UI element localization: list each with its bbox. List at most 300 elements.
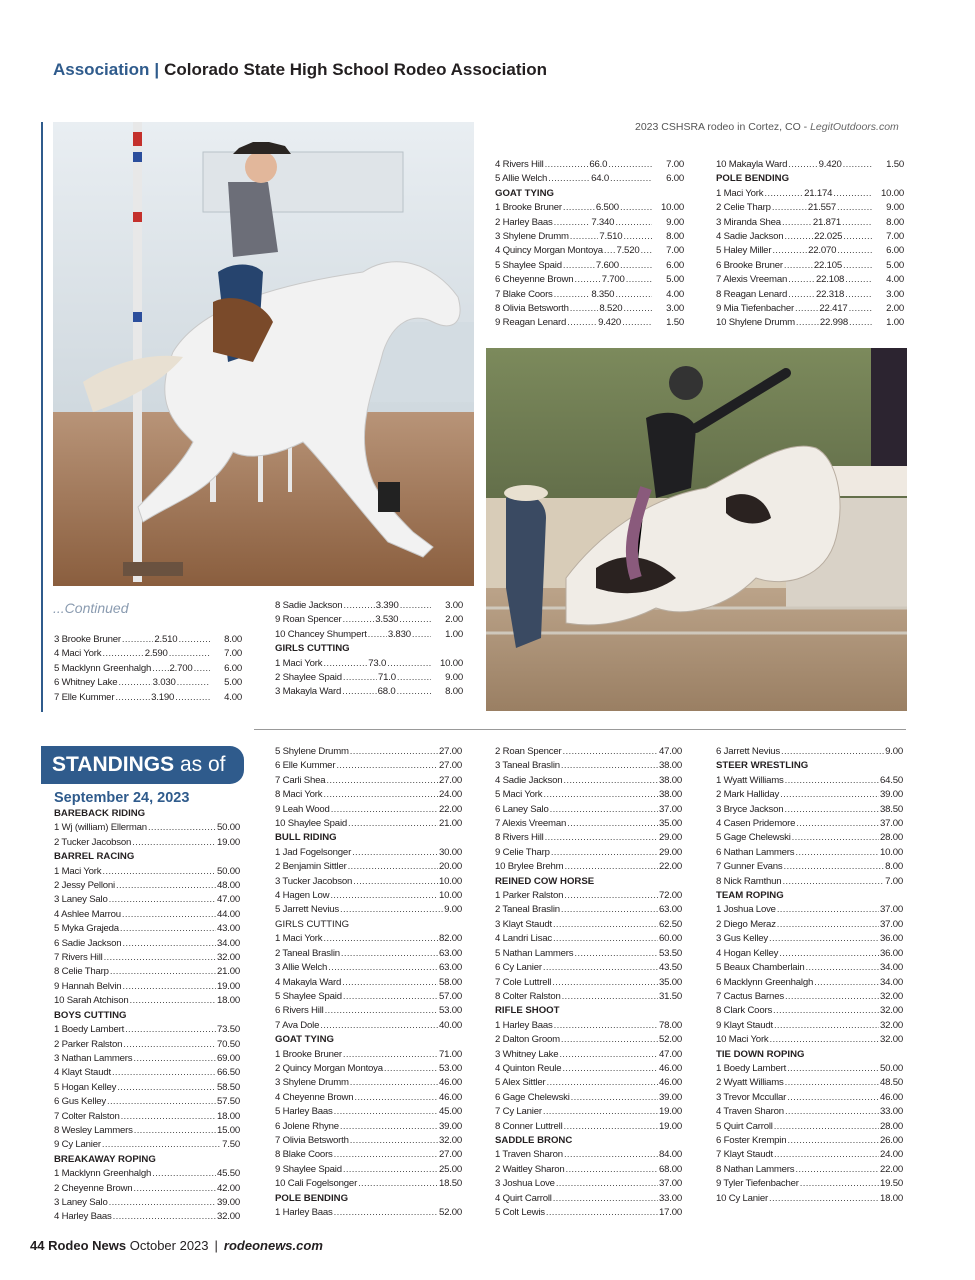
result-score: 7.340 — [591, 216, 615, 228]
standing-points: 57.00 — [438, 990, 462, 1002]
standing-row — [54, 1124, 240, 1138]
results-column-b — [275, 599, 463, 700]
standing-row — [54, 1052, 240, 1066]
leader-dots — [792, 831, 879, 845]
leader-dots — [773, 1004, 879, 1018]
standing-points: 22.00 — [879, 1163, 903, 1175]
competitor-name: 2 Dalton Groom — [495, 1034, 560, 1046]
leader-dots — [107, 1095, 216, 1109]
event-heading: POLE BENDING — [275, 1192, 349, 1204]
standing-points: 40.00 — [438, 1019, 462, 1031]
leader-dots — [845, 288, 872, 302]
standing-points: 32.00 — [216, 1211, 240, 1223]
pole-bending-photo — [53, 122, 474, 586]
leader-dots — [340, 903, 443, 917]
standing-points: 38.00 — [658, 774, 682, 786]
competitor-name: 4 Ashlee Marrou — [54, 908, 121, 920]
competitor-name: 1 Boedy Lambert — [716, 1062, 787, 1074]
competitor-name: 1 Maci York — [716, 187, 764, 199]
event-heading: BAREBACK RIDING — [54, 808, 146, 819]
leader-dots — [546, 1206, 658, 1220]
standing-row — [495, 774, 682, 788]
leader-dots — [769, 1192, 879, 1206]
leader-dots — [353, 875, 438, 889]
result-score: 6.500 — [595, 202, 619, 214]
standing-points: 50.00 — [216, 865, 240, 877]
result-points: 1.00 — [445, 628, 463, 640]
result-points: 2.00 — [886, 303, 904, 315]
result-score: 7.510 — [599, 231, 623, 243]
standing-row — [54, 1066, 240, 1080]
leader-dots — [796, 316, 819, 330]
competitor-name: 9 Shaylee Spaid — [275, 1163, 342, 1175]
leader-dots — [125, 1023, 216, 1037]
standing-points: 69.00 — [216, 1052, 240, 1064]
standing-points: 21.00 — [216, 966, 240, 978]
leader-dots — [845, 273, 872, 287]
competitor-name: 7 Ava Dole — [275, 1019, 320, 1031]
leader-dots — [397, 685, 431, 699]
standing-row — [54, 994, 240, 1008]
competitor-name: 5 Myka Grajeda — [54, 923, 119, 935]
leader-dots — [122, 937, 216, 951]
standing-points: 46.00 — [438, 1077, 462, 1089]
standing-points: 63.00 — [658, 904, 682, 916]
leader-dots — [604, 244, 616, 258]
leader-dots — [770, 1033, 879, 1047]
event-heading: GOAT TYING — [275, 1034, 334, 1046]
competitor-name: 2 Tucker Jacobson — [54, 836, 132, 848]
standing-row — [716, 1163, 903, 1177]
leader-dots — [567, 817, 658, 831]
standing-points: 57.50 — [216, 1096, 240, 1108]
competitor-name: 6 Gus Kelley — [54, 1096, 106, 1108]
standing-row — [275, 1062, 462, 1076]
competitor-name: 5 Macklynn Greenhalgh — [54, 662, 152, 674]
leader-dots — [849, 302, 872, 316]
leader-dots — [608, 158, 652, 172]
leader-dots — [769, 932, 879, 946]
competitor-name: 7 Cole Luttrell — [495, 976, 552, 988]
competitor-name: 3 Shylene Drumm — [495, 231, 569, 243]
bull-riding-photo — [486, 348, 907, 711]
page-number: 44 — [30, 1238, 45, 1253]
result-points: 7.00 — [224, 648, 242, 660]
competitor-name: 2 Taneal Braslin — [495, 904, 560, 916]
leader-dots — [570, 230, 599, 244]
result-points: 3.00 — [445, 600, 463, 611]
standing-row — [495, 1163, 682, 1177]
page-title: Colorado State High School Rodeo Association — [164, 60, 547, 79]
result-points: 7.00 — [886, 231, 904, 243]
leader-dots — [350, 1076, 438, 1090]
leader-dots — [169, 647, 210, 661]
standing-points: 38.00 — [658, 789, 682, 801]
standing-row — [275, 875, 462, 889]
leader-dots — [563, 259, 595, 273]
section-rule — [41, 122, 43, 712]
standing-points: 18.00 — [216, 995, 240, 1007]
leader-dots — [102, 647, 143, 661]
competitor-name: 6 Sadie Jackson — [54, 937, 122, 949]
leader-dots — [177, 676, 210, 690]
competitor-name: 3 Laney Salo — [54, 894, 108, 906]
standing-row — [495, 1148, 682, 1162]
leader-dots — [571, 1091, 658, 1105]
result-points: 6.00 — [666, 173, 684, 185]
competitor-name: 3 Makayla Ward — [275, 686, 342, 698]
leader-dots — [331, 803, 438, 817]
competitor-name: 8 Nathan Lammers — [716, 1163, 795, 1175]
competitor-name: 6 Laney Salo — [495, 803, 549, 815]
standing-row — [495, 1062, 682, 1076]
standing-row — [275, 1091, 462, 1105]
leader-dots — [795, 1163, 879, 1177]
leader-dots — [561, 1033, 658, 1047]
standing-points: 35.00 — [658, 976, 682, 988]
competitor-name: 3 Klayt Staudt — [495, 918, 552, 930]
competitor-name: 5 Haley Miller — [716, 245, 772, 257]
standing-points: 32.00 — [438, 1134, 462, 1146]
standing-points: 58.50 — [216, 1081, 240, 1093]
result-score: 8.520 — [599, 303, 623, 315]
event-heading: SADDLE BRONC — [495, 1134, 573, 1146]
standings-column-2 — [275, 745, 462, 1220]
result-points: 6.00 — [886, 245, 904, 257]
leader-dots — [785, 990, 879, 1004]
competitor-name: 10 Brylee Brehm — [495, 861, 564, 873]
leader-dots — [348, 860, 438, 874]
result-row — [275, 657, 463, 671]
result-row — [54, 676, 242, 690]
standing-row — [495, 1120, 682, 1134]
competitor-name: 9 Reagan Lenard — [495, 317, 567, 329]
competitor-name: 5 Colt Lewis — [495, 1207, 545, 1218]
standing-points: 33.00 — [879, 1106, 903, 1118]
result-row — [716, 316, 904, 330]
standing-points: 10.00 — [438, 890, 462, 902]
leader-dots — [194, 662, 210, 676]
leader-dots — [547, 1076, 658, 1090]
standing-points: 30.00 — [438, 846, 462, 858]
result-points: 10.00 — [660, 202, 684, 214]
leader-dots — [781, 745, 884, 759]
standing-points: 34.00 — [879, 962, 903, 974]
leader-dots — [772, 201, 807, 215]
result-score: 21.871 — [812, 216, 842, 228]
standing-row — [495, 932, 682, 946]
standing-row — [54, 821, 240, 835]
competitor-name: 9 Celie Tharp — [495, 846, 550, 858]
standing-points: 9.00 — [885, 746, 903, 757]
standing-row — [275, 759, 462, 773]
leader-dots — [117, 1081, 216, 1095]
standing-points: 39.00 — [216, 1196, 240, 1208]
standing-row — [716, 817, 903, 831]
leader-dots — [563, 201, 595, 215]
result-points: 1.50 — [886, 159, 904, 170]
competitor-name: 4 Harley Baas — [54, 1211, 112, 1223]
leader-dots — [122, 633, 154, 647]
leader-dots — [562, 1062, 658, 1076]
standing-points: 46.00 — [658, 1077, 682, 1089]
result-score: 22.108 — [815, 274, 845, 286]
competitor-name: 4 Maci York — [54, 648, 102, 660]
result-row — [495, 158, 684, 172]
competitor-name: 4 Rivers Hill — [495, 159, 544, 170]
leader-dots — [133, 1052, 216, 1066]
standing-row — [716, 803, 903, 817]
standing-points: 31.50 — [658, 990, 682, 1002]
standing-row — [495, 846, 682, 860]
result-points: 8.00 — [886, 216, 904, 228]
competitor-name: 2 Roan Spencer — [495, 746, 562, 757]
result-score: 8.350 — [591, 288, 615, 300]
leader-dots — [399, 613, 431, 627]
leader-dots — [178, 633, 210, 647]
competitor-name: 8 Rivers Hill — [495, 832, 544, 844]
event-heading: REINED COW HORSE — [495, 875, 595, 887]
leader-dots — [348, 817, 438, 831]
standing-row — [495, 1048, 682, 1062]
result-score: 3.190 — [151, 691, 175, 703]
standing-points: 32.00 — [879, 1034, 903, 1046]
result-score: 2.510 — [154, 634, 178, 645]
result-row — [495, 230, 684, 244]
competitor-name: 1 Traven Sharon — [495, 1149, 563, 1161]
competitor-name: 4 Sadie Jackson — [716, 231, 784, 243]
competitor-name: 2 Mark Halliday — [716, 789, 780, 801]
standings-title: STANDINGS — [52, 753, 175, 776]
standing-points: 53.00 — [438, 1005, 462, 1017]
standing-row — [716, 961, 903, 975]
leader-dots — [109, 1196, 216, 1210]
result-row — [54, 662, 242, 676]
result-row — [495, 316, 684, 330]
event-heading: GIRLS CUTTING — [275, 918, 350, 930]
standing-row — [495, 759, 682, 773]
competitor-name: 3 Shylene Drumm — [275, 1077, 349, 1089]
standing-row — [716, 1120, 903, 1134]
leader-dots — [334, 1105, 438, 1119]
result-row — [275, 671, 463, 685]
competitor-name: 1 Maci York — [275, 657, 323, 669]
competitor-name: 4 Cheyenne Brown — [275, 1091, 354, 1103]
standing-points: 39.00 — [658, 1091, 682, 1103]
standing-row — [716, 1105, 903, 1119]
standing-row — [275, 961, 462, 975]
leader-dots — [564, 1120, 658, 1134]
leader-dots — [102, 865, 216, 879]
leader-dots — [553, 918, 658, 932]
competitor-name: 3 Joshua Love — [495, 1178, 555, 1190]
standing-points: 48.50 — [879, 1077, 903, 1089]
standing-points: 72.00 — [658, 890, 682, 902]
standing-points: 22.00 — [438, 803, 462, 815]
result-score: 21.557 — [807, 202, 836, 214]
competitor-name: 10 Maci York — [716, 1034, 769, 1046]
standing-row — [54, 937, 240, 951]
result-row — [275, 613, 463, 627]
standing-row — [54, 1210, 240, 1224]
competitor-name: 2 Waitley Sharon — [495, 1163, 565, 1175]
standing-points: 50.00 — [216, 822, 240, 834]
leader-dots — [622, 316, 652, 330]
standing-row — [54, 1138, 240, 1152]
standing-row — [716, 774, 903, 788]
standing-points: 84.00 — [658, 1149, 682, 1161]
leader-dots — [787, 1134, 879, 1148]
result-points: 10.00 — [439, 657, 463, 669]
leader-dots — [328, 961, 438, 975]
standing-row — [275, 774, 462, 788]
competitor-name: 7 Colter Ralston — [54, 1110, 120, 1122]
leader-dots — [120, 922, 216, 936]
competitor-name: 1 Harley Baas — [495, 1019, 553, 1031]
competitor-name: 5 Beaux Chamberlain — [716, 962, 805, 974]
standing-points: 37.00 — [879, 818, 903, 830]
standing-row — [716, 1004, 903, 1018]
standing-points: 46.00 — [438, 1091, 462, 1103]
result-row — [54, 633, 242, 647]
standing-row — [716, 875, 903, 889]
competitor-name: 7 Alexis Vreeman — [495, 818, 567, 830]
leader-dots — [548, 172, 590, 186]
standing-row — [275, 1177, 462, 1191]
competitor-name: 2 Cheyenne Brown — [54, 1182, 133, 1194]
event-heading: TEAM ROPING — [716, 890, 784, 902]
standing-row — [716, 1019, 903, 1033]
standing-points: 43.00 — [216, 923, 240, 935]
competitor-name: 8 Wesley Lammers — [54, 1124, 133, 1136]
leader-dots — [623, 230, 652, 244]
result-points: 7.00 — [666, 159, 684, 170]
result-points: 8.00 — [666, 231, 684, 243]
result-row — [495, 172, 684, 186]
standing-points: 34.00 — [879, 976, 903, 988]
standing-points: 73.50 — [216, 1024, 240, 1036]
leader-dots — [561, 759, 658, 773]
competitor-name: 6 Gage Chelewski — [495, 1091, 570, 1103]
standing-row — [495, 1206, 682, 1220]
leader-dots — [784, 230, 813, 244]
competitor-name: 8 Reagan Lenard — [716, 288, 788, 300]
result-points: 6.00 — [666, 259, 684, 271]
standing-points: 45.00 — [438, 1106, 462, 1118]
leader-dots — [121, 1110, 216, 1124]
leader-dots — [123, 1038, 216, 1052]
competitor-name: 6 Macklynn Greenhalgh — [716, 976, 814, 988]
standing-row — [54, 980, 240, 994]
website-link[interactable]: rodeonews.com — [223, 1238, 323, 1253]
event-heading: STEER WRESTLING — [716, 760, 809, 772]
leader-dots — [574, 947, 658, 961]
standing-row — [495, 918, 682, 932]
standing-row — [716, 1062, 903, 1076]
leader-dots — [615, 288, 652, 302]
standing-points: 71.00 — [438, 1048, 462, 1060]
leader-dots — [343, 613, 375, 627]
competitor-name: 8 Blake Coors — [275, 1149, 333, 1161]
competitor-name: 4 Sadie Jackson — [495, 774, 563, 786]
leader-dots — [556, 1177, 658, 1191]
standing-row — [54, 908, 240, 922]
leader-dots — [387, 657, 431, 671]
leader-dots — [640, 244, 652, 258]
result-score: 7.520 — [616, 245, 640, 257]
result-points: 7.00 — [666, 245, 684, 257]
standing-points: 10.00 — [879, 846, 903, 858]
standing-row — [495, 803, 682, 817]
leader-dots — [566, 1163, 658, 1177]
standing-row — [54, 836, 240, 850]
competitor-name: 4 Quinton Reule — [495, 1062, 562, 1074]
competitor-name: 10 Shaylee Spaid — [275, 818, 348, 830]
result-score: 22.070 — [808, 245, 837, 257]
leader-dots — [342, 685, 376, 699]
competitor-name: 5 Shaylee Spaid — [495, 259, 562, 271]
leader-dots — [626, 273, 652, 287]
leader-dots — [545, 158, 589, 172]
standings-as-of: as of — [179, 753, 226, 776]
standing-row — [495, 889, 682, 903]
leader-dots — [323, 932, 438, 946]
result-row — [716, 187, 904, 201]
standing-row — [275, 1206, 462, 1220]
competitor-name: 5 Maci York — [495, 789, 543, 801]
leader-dots — [564, 889, 658, 903]
event-heading: BREAKAWAY ROPING — [54, 1153, 156, 1165]
standing-points: 18.50 — [438, 1178, 462, 1190]
standing-points: 52.00 — [658, 1034, 682, 1046]
standing-points: 58.00 — [438, 976, 462, 988]
standing-row — [716, 1076, 903, 1090]
standing-points: 53.50 — [658, 947, 682, 959]
standings-banner — [41, 746, 244, 784]
standing-row — [716, 1192, 903, 1206]
issue-date: October 2023 — [129, 1238, 209, 1253]
standing-points: 28.00 — [879, 832, 903, 844]
competitor-name: 5 Shaylee Spaid — [275, 990, 342, 1002]
competitor-name: 6 Elle Kummer — [275, 760, 336, 772]
competitor-name: 3 Bryce Jackson — [716, 803, 784, 815]
standing-points: 26.00 — [879, 1134, 903, 1146]
competitor-name: 6 Rivers Hill — [275, 1005, 324, 1017]
leader-dots — [562, 990, 658, 1004]
standing-row — [275, 903, 462, 917]
standing-row — [275, 1004, 462, 1018]
page-header — [53, 60, 547, 80]
standing-points: 32.00 — [879, 990, 903, 1002]
standing-points: 37.00 — [879, 918, 903, 930]
leader-dots — [341, 947, 438, 961]
result-score: 2.700 — [169, 662, 193, 674]
standing-points: 52.00 — [438, 1207, 462, 1218]
event-heading: BOYS CUTTING — [54, 1009, 127, 1021]
standing-points: 27.00 — [438, 1149, 462, 1161]
standing-points: 70.50 — [216, 1038, 240, 1050]
result-row — [495, 288, 684, 302]
leader-dots — [320, 1019, 438, 1033]
competitor-name: 5 Alex Sittler — [495, 1077, 546, 1089]
leader-dots — [833, 187, 872, 201]
competitor-name: 5 Harley Baas — [275, 1106, 333, 1118]
standing-row — [495, 1033, 682, 1047]
standing-points: 39.00 — [879, 789, 903, 801]
leader-dots — [843, 259, 872, 273]
leader-dots — [563, 774, 658, 788]
standing-points: 43.50 — [658, 962, 682, 974]
